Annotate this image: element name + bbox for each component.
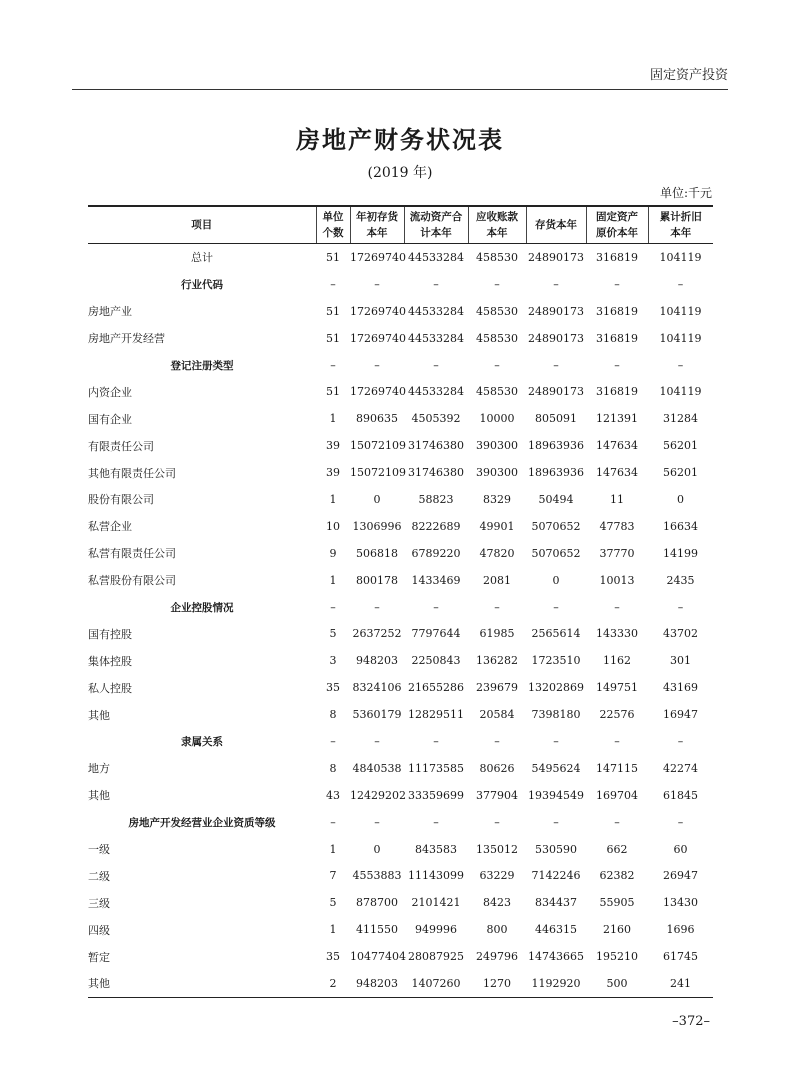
table-cell: 8 <box>329 708 337 722</box>
table-cell: 56201 <box>663 439 698 453</box>
table-cell: 8222689 <box>411 519 461 533</box>
row-label: 私营企业 <box>88 520 132 534</box>
table-cell: 458530 <box>476 331 518 345</box>
table-row <box>88 405 713 432</box>
table-cell: 61845 <box>663 788 698 802</box>
table-cell: 2565614 <box>531 627 581 641</box>
table-cell: 17269740 <box>350 304 406 318</box>
table-cell: 31746380 <box>408 466 464 480</box>
table-cell: 56201 <box>663 466 698 480</box>
table-cell: 147634 <box>596 439 638 453</box>
table-cell: – <box>553 277 559 291</box>
table-cell: 43702 <box>663 627 698 641</box>
table-cell: – <box>677 600 684 614</box>
table-cell: – <box>330 277 336 291</box>
table-cell: 662 <box>606 842 628 856</box>
table-cell: 195210 <box>596 950 638 964</box>
row-label: 国有企业 <box>88 412 132 426</box>
table-cell: – <box>553 815 559 829</box>
table-row <box>88 755 713 782</box>
table-cell: 39 <box>326 466 340 480</box>
table-cell: 26947 <box>663 869 698 883</box>
table-cell: 49901 <box>479 519 515 533</box>
table-cell: 7 <box>329 869 337 883</box>
table-cell: 530590 <box>535 842 577 856</box>
table-cell: 1270 <box>468 970 526 997</box>
row-label: 股份有限公司 <box>88 493 154 507</box>
table-cell: 24890173 <box>528 250 584 264</box>
table-cell: 316819 <box>596 385 638 399</box>
table-cell: 14743665 <box>528 950 584 964</box>
table-cell: 11173585 <box>408 761 464 775</box>
table-cell: 15072109 <box>350 466 406 480</box>
total-row <box>88 244 713 271</box>
table-cell: 136282 <box>476 654 518 668</box>
table-cell: 5070652 <box>531 519 581 533</box>
column-header: 存货本年 <box>526 206 586 244</box>
table-cell: – <box>614 600 620 614</box>
table-cell: 843583 <box>415 842 457 856</box>
table-cell: 2435 <box>666 573 695 587</box>
table-cell: 7797644 <box>411 627 461 641</box>
column-header: 单位 个数 <box>316 206 350 244</box>
table-cell: 2250843 <box>411 654 461 668</box>
table-cell: 948203 <box>356 654 398 668</box>
table-cell: 18963936 <box>528 439 584 453</box>
table-cell: 948203 <box>350 970 404 997</box>
table-cell: 10 <box>326 519 340 533</box>
table-cell: – <box>494 358 500 372</box>
table-cell: 50494 <box>538 492 574 506</box>
row-label: 暂定 <box>88 950 110 964</box>
table-cell: 16634 <box>663 519 698 533</box>
table-cell: 9 <box>329 546 337 560</box>
table-cell: 1 <box>329 842 337 856</box>
table-cell: 61985 <box>479 627 515 641</box>
table-cell: 390300 <box>476 466 518 480</box>
row-label: 登记注册类型 <box>170 359 234 372</box>
row-label: 私人控股 <box>88 681 132 695</box>
row-label: 三级 <box>88 896 110 910</box>
table-row <box>88 943 713 970</box>
table-cell: 458530 <box>476 385 518 399</box>
table-row <box>88 970 713 997</box>
table-cell: 805091 <box>535 412 577 426</box>
table-cell: 5495624 <box>531 761 581 775</box>
table-row <box>88 674 713 701</box>
table-cell: 506818 <box>356 546 398 560</box>
section-row <box>88 594 713 621</box>
table-row <box>88 620 713 647</box>
table-cell: – <box>374 734 380 748</box>
table-cell: 135012 <box>476 842 518 856</box>
table-cell: – <box>494 734 500 748</box>
row-label: 其他 <box>88 708 110 722</box>
table-cell: – <box>330 600 336 614</box>
table-row <box>88 836 713 863</box>
table-cell: 1723510 <box>531 654 581 668</box>
table-cell: 13202869 <box>528 681 584 695</box>
table-cell: 47783 <box>599 519 635 533</box>
table-cell: 1407260 <box>404 970 468 997</box>
table-cell: 4840538 <box>352 761 402 775</box>
table-cell: 17269740 <box>350 385 406 399</box>
table-cell: 249796 <box>476 950 518 964</box>
table-cell: 51 <box>326 331 340 345</box>
table-cell: 949996 <box>415 923 457 937</box>
table-cell: 390300 <box>476 439 518 453</box>
table-cell: – <box>433 358 439 372</box>
table-cell: 1 <box>329 412 337 426</box>
table-cell: 58823 <box>418 492 454 506</box>
table-cell: – <box>374 358 380 372</box>
row-label: 总计 <box>191 251 213 265</box>
table-row <box>88 647 713 674</box>
table-cell: 43 <box>326 788 340 802</box>
table-cell: 301 <box>670 654 691 668</box>
table-cell: 143330 <box>596 627 638 641</box>
table-row <box>88 540 713 567</box>
financial-table-container <box>88 205 713 998</box>
table-cell: 411550 <box>356 923 398 937</box>
table-cell: 104119 <box>659 385 702 399</box>
table-cell: 2081 <box>483 573 511 587</box>
table-cell: 1 <box>329 573 337 587</box>
table-cell: 10000 <box>479 412 515 426</box>
table-cell: 62382 <box>599 869 635 883</box>
table-cell: 5 <box>329 627 337 641</box>
table-cell: – <box>494 815 500 829</box>
row-label: 有限责任公司 <box>88 439 154 453</box>
row-label: 四级 <box>88 923 110 937</box>
table-cell: 35 <box>326 950 340 964</box>
table-cell: 446315 <box>535 923 577 937</box>
table-cell: 24890173 <box>528 331 584 345</box>
table-cell: 60 <box>673 842 688 856</box>
table-cell: 14199 <box>663 546 698 560</box>
table-cell: 147634 <box>596 466 638 480</box>
table-cell: 800 <box>486 923 508 937</box>
table-cell: 55905 <box>599 896 635 910</box>
table-cell: 28087925 <box>408 950 464 964</box>
table-cell: 0 <box>373 492 381 506</box>
table-cell: 377904 <box>476 788 518 802</box>
table-row <box>88 916 713 943</box>
table-cell: 35 <box>326 681 340 695</box>
table-cell: 47820 <box>479 546 515 560</box>
row-label: 企业控股情况 <box>170 601 234 614</box>
table-cell: 44533284 <box>408 385 464 399</box>
table-cell: 37770 <box>599 546 635 560</box>
table-cell: – <box>433 815 439 829</box>
table-cell: 17269740 <box>350 331 406 345</box>
table-cell: 15072109 <box>350 439 406 453</box>
table-cell: 1 <box>329 923 337 937</box>
table-cell: – <box>433 734 439 748</box>
table-cell: 239679 <box>476 681 518 695</box>
table-cell: 458530 <box>476 304 518 318</box>
table-cell: 104119 <box>659 304 702 318</box>
table-cell: 43169 <box>663 681 698 695</box>
table-cell: 316819 <box>596 331 638 345</box>
table-cell: 42274 <box>663 761 698 775</box>
table-cell: 104119 <box>659 331 702 345</box>
table-cell: – <box>330 358 336 372</box>
table-cell: 0 <box>552 573 560 587</box>
table-cell: 1162 <box>603 654 631 668</box>
table-cell: 18963936 <box>528 466 584 480</box>
table-cell: 51 <box>326 250 340 264</box>
row-label: 二级 <box>88 869 110 883</box>
row-label: 隶属关系 <box>181 735 223 748</box>
table-cell: 61745 <box>663 950 698 964</box>
table-cell: 12429202 <box>350 788 406 802</box>
row-label: 集体控股 <box>88 654 132 668</box>
table-cell: 2101421 <box>411 896 461 910</box>
row-label: 地方 <box>88 762 110 776</box>
table-cell: 1696 <box>666 923 695 937</box>
table-cell: – <box>494 277 500 291</box>
table-cell: 80626 <box>479 761 515 775</box>
row-label: 房地产业 <box>88 305 132 319</box>
table-header-row <box>88 206 713 244</box>
row-label: 行业代码 <box>181 278 223 291</box>
table-cell: 0 <box>373 842 381 856</box>
table-cell: 147115 <box>596 761 638 775</box>
page-number: –372– <box>672 1014 710 1029</box>
row-label: 房地产开发经营 <box>88 332 165 346</box>
table-cell: 8324106 <box>352 681 402 695</box>
table-cell: 21655286 <box>408 681 464 695</box>
table-cell: 1433469 <box>411 573 461 587</box>
table-cell: 4553883 <box>352 869 402 883</box>
table-cell: 20584 <box>479 708 515 722</box>
table-cell: 22576 <box>599 708 635 722</box>
table-cell: 24890173 <box>528 385 584 399</box>
column-header: 流动资产合 计本年 <box>404 206 468 244</box>
table-cell: 1306996 <box>352 519 402 533</box>
table-cell: – <box>677 734 684 748</box>
table-cell: – <box>494 600 500 614</box>
table-cell: – <box>614 358 620 372</box>
unit-label: 单位:千元 <box>659 186 712 200</box>
table-cell: 5070652 <box>531 546 581 560</box>
table-cell: – <box>374 815 380 829</box>
table-cell: 3 <box>329 654 337 668</box>
table-cell: 890635 <box>356 412 398 426</box>
column-header: 年初存货 本年 <box>350 206 404 244</box>
table-year: (2019 年) <box>367 165 433 181</box>
table-cell: – <box>374 600 380 614</box>
table-cell: 10013 <box>599 573 635 587</box>
section-row <box>88 271 713 298</box>
table-row <box>88 782 713 809</box>
table-cell: 16947 <box>663 708 698 722</box>
column-header: 应收账款 本年 <box>468 206 526 244</box>
table-cell: 5360179 <box>352 708 402 722</box>
table-cell: 51 <box>326 304 340 318</box>
table-cell: 2160 <box>603 923 631 937</box>
table-cell: 11 <box>610 492 624 506</box>
table-body <box>88 244 713 998</box>
row-label: 其他 <box>88 789 110 803</box>
table-cell: 149751 <box>596 681 638 695</box>
table-cell: 800178 <box>356 573 398 587</box>
table-cell: 8329 <box>483 492 511 506</box>
table-cell: – <box>330 815 336 829</box>
table-row <box>88 432 713 459</box>
running-head: 固定资产投资 <box>649 68 728 83</box>
table-cell: 19394549 <box>528 788 584 802</box>
table-cell: 500 <box>586 970 648 997</box>
table-cell: 316819 <box>596 304 638 318</box>
table-row <box>88 701 713 728</box>
table-cell: 104119 <box>659 250 702 264</box>
header-rule <box>72 89 728 90</box>
table-cell: 4505392 <box>411 412 461 426</box>
row-label: 内资企业 <box>88 385 132 399</box>
table-cell: 31284 <box>663 412 698 426</box>
row-label: 国有控股 <box>88 627 132 641</box>
financial-table <box>88 205 713 998</box>
table-cell: 13430 <box>663 896 698 910</box>
row-label: 私营股份有限公司 <box>88 574 176 588</box>
table-cell: 24890173 <box>528 304 584 318</box>
table-cell: 17269740 <box>350 250 406 264</box>
table-cell: 316819 <box>596 250 638 264</box>
table-cell: 241 <box>648 970 713 997</box>
table-cell: 121391 <box>596 412 638 426</box>
table-cell: 44533284 <box>408 331 464 345</box>
table-row <box>88 325 713 352</box>
table-cell: – <box>330 734 336 748</box>
table-cell: 5 <box>329 896 337 910</box>
row-label: 其他 <box>88 970 316 997</box>
table-cell: 458530 <box>476 250 518 264</box>
table-cell: 2637252 <box>352 627 402 641</box>
section-row <box>88 809 713 836</box>
table-cell: – <box>677 277 684 291</box>
table-row <box>88 459 713 486</box>
table-cell: – <box>614 815 620 829</box>
table-cell: 1192920 <box>526 970 586 997</box>
table-cell: – <box>677 815 684 829</box>
table-cell: 878700 <box>356 896 398 910</box>
table-row <box>88 378 713 405</box>
table-row <box>88 298 713 325</box>
table-cell: 39 <box>326 439 340 453</box>
column-header: 累计折旧 本年 <box>648 206 713 244</box>
table-row <box>88 889 713 916</box>
table-row <box>88 862 713 889</box>
table-cell: 51 <box>326 385 340 399</box>
table-cell: – <box>374 277 380 291</box>
table-cell: – <box>433 600 439 614</box>
row-label: 私营有限责任公司 <box>88 547 176 561</box>
row-label: 一级 <box>88 843 110 857</box>
row-label: 其他有限责任公司 <box>88 466 176 480</box>
table-cell: 44533284 <box>408 304 464 318</box>
table-cell: 11143099 <box>408 869 464 883</box>
table-cell: 63229 <box>479 869 515 883</box>
table-cell: 12829511 <box>408 708 464 722</box>
table-cell: 0 <box>677 492 684 506</box>
table-cell: – <box>553 600 559 614</box>
table-cell: 169704 <box>596 788 638 802</box>
table-cell: 33359699 <box>408 788 464 802</box>
table-cell: 6789220 <box>411 546 461 560</box>
table-cell: 31746380 <box>408 439 464 453</box>
table-row <box>88 486 713 513</box>
table-cell: 10477404 <box>350 950 406 964</box>
section-row <box>88 728 713 755</box>
table-cell: 7142246 <box>531 869 581 883</box>
column-header: 项目 <box>88 206 316 244</box>
table-cell: – <box>553 358 559 372</box>
table-cell: – <box>677 358 684 372</box>
table-cell: 8423 <box>483 896 511 910</box>
table-cell: 44533284 <box>408 250 464 264</box>
table-cell: 7398180 <box>531 708 581 722</box>
table-title: 房地产财务状况表 <box>296 125 504 154</box>
table-cell: – <box>433 277 439 291</box>
table-cell: 1 <box>329 492 337 506</box>
table-cell: – <box>553 734 559 748</box>
column-header: 固定资产 原价本年 <box>586 206 648 244</box>
section-row <box>88 352 713 379</box>
table-cell: 2 <box>316 970 350 997</box>
table-row <box>88 513 713 540</box>
table-cell: – <box>614 734 620 748</box>
table-row <box>88 567 713 594</box>
table-cell: 8 <box>329 761 337 775</box>
row-label: 房地产开发经营业企业资质等级 <box>128 816 276 829</box>
table-cell: 834437 <box>535 896 577 910</box>
table-cell: – <box>614 277 620 291</box>
